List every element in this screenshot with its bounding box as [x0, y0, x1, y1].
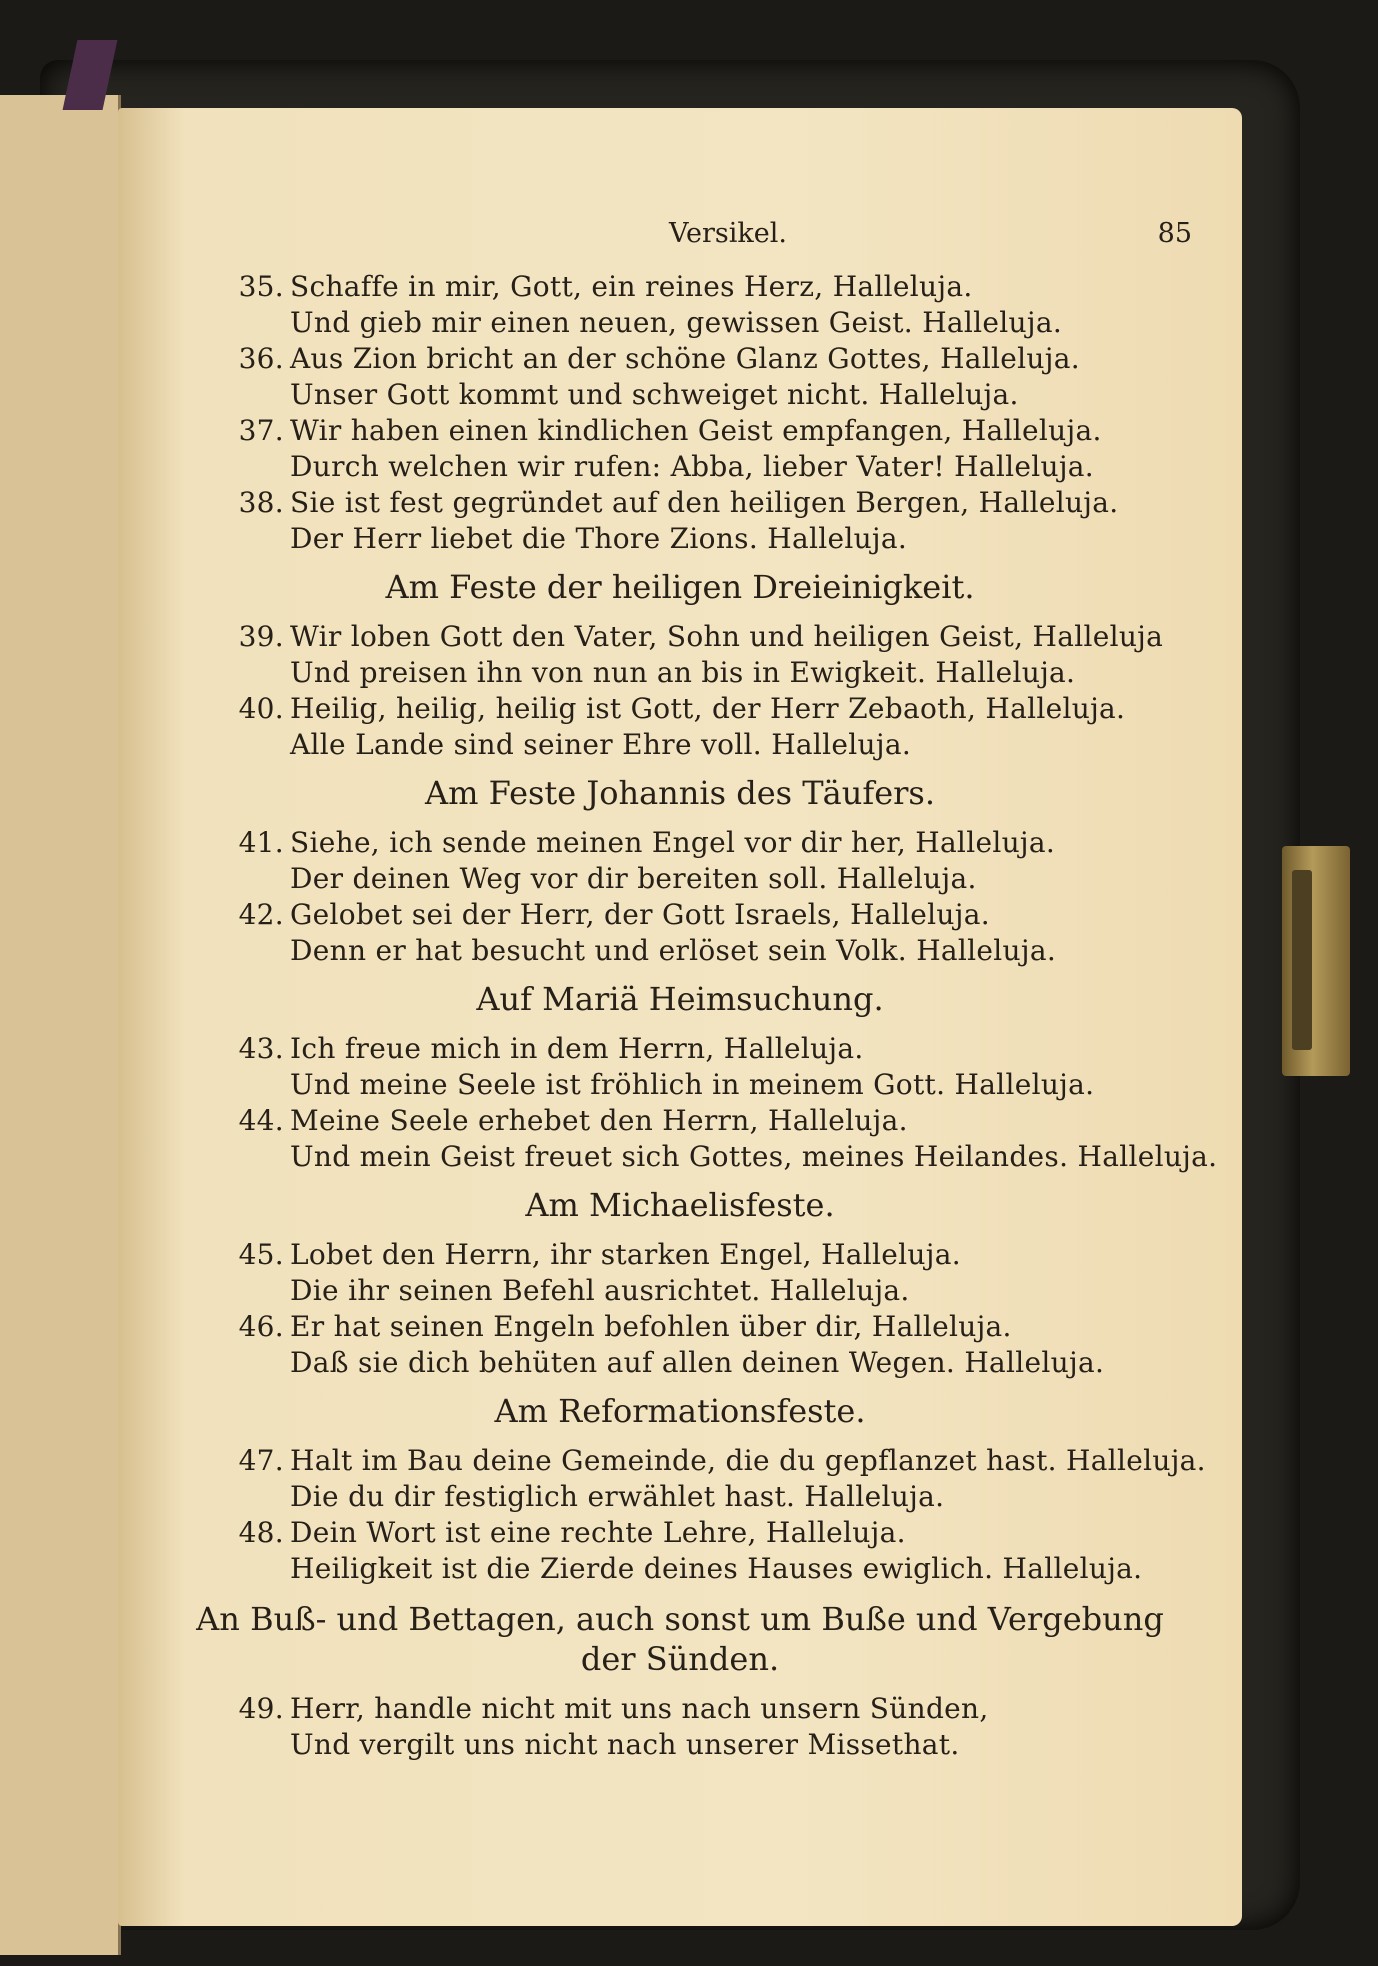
section-heading-continuation: der Sünden.	[580, 1640, 780, 1678]
verse-line	[238, 1104, 908, 1138]
section-heading: Am Michaelisfeste.	[525, 1186, 835, 1224]
verse-text: Und meine Seele ist fröhlich in meinem Gott. Halleluja.	[290, 1068, 1095, 1101]
verse-text: Heilig, heilig, heilig ist Gott, der Herr Zebaoth, Halleluja.	[290, 692, 1126, 725]
verse-line	[238, 414, 1102, 448]
verse-text: Unser Gott kommt und schweiget nicht. Halleluja.	[290, 378, 1019, 411]
verse-text: Sie ist fest gegründet auf den heiligen Bergen, Halleluja.	[290, 486, 1119, 519]
verse-number: 49.	[238, 1692, 284, 1725]
verse-line	[290, 656, 1075, 690]
verse-text: Daß sie dich behüten auf allen deinen Wegen. Halleluja.	[290, 1346, 1105, 1379]
verse-line	[290, 378, 1019, 412]
verse-line	[290, 522, 907, 556]
verse-text: Und gieb mir einen neuen, gewissen Geist. Halleluja.	[290, 306, 1063, 339]
verse-line	[238, 1032, 864, 1066]
page-number: 85	[1157, 218, 1192, 249]
verse-number: 40.	[238, 692, 284, 725]
verse-text: Durch welchen wir rufen: Abba, lieber Vater! Halleluja.	[290, 450, 1094, 483]
running-head: Versikel.	[669, 218, 787, 249]
verse-line	[238, 1238, 961, 1272]
verse-number: 38.	[238, 486, 284, 519]
verse-number: 41.	[238, 826, 284, 859]
section-heading: Auf Mariä Heimsuchung.	[476, 980, 884, 1018]
verse-number: 43.	[238, 1032, 284, 1065]
verse-text: Herr, handle nicht mit uns nach unsern Sünden,	[290, 1692, 989, 1725]
verse-number: 48.	[238, 1516, 284, 1549]
left-page-edge	[0, 95, 121, 1955]
section-heading: An Buß- und Bettagen, auch sonst um Buße und Vergebung	[196, 1600, 1164, 1638]
book-clasp-hinge	[1292, 870, 1312, 1050]
verse-number: 42.	[238, 898, 284, 931]
section-heading: Am Feste Johannis des Täufers.	[424, 774, 936, 812]
verse-line	[290, 1552, 1142, 1586]
verse-text: Wir loben Gott den Vater, Sohn und heiligen Geist, Halleluja	[290, 620, 1164, 653]
verse-line	[238, 1444, 1206, 1478]
verse-text: Und preisen ihn von nun an bis in Ewigkeit. Halleluja.	[290, 656, 1076, 689]
verse-line	[290, 862, 977, 896]
verse-text: Heiligkeit ist die Zierde deines Hauses ewiglich. Halleluja.	[290, 1552, 1143, 1585]
verse-text: Gelobet sei der Herr, der Gott Israels, Halleluja.	[290, 898, 990, 931]
verse-text: Und vergilt uns nicht nach unserer Missethat.	[290, 1728, 960, 1761]
verse-line	[238, 1516, 906, 1550]
verse-line	[238, 342, 1080, 376]
section-heading: Am Reformationsfeste.	[494, 1392, 866, 1430]
verse-line	[238, 270, 973, 304]
section-heading: Am Feste der heiligen Dreieinigkeit.	[385, 568, 975, 606]
verse-number: 44.	[238, 1104, 284, 1137]
verse-number: 45.	[238, 1238, 284, 1271]
verse-number: 46.	[238, 1310, 284, 1343]
verse-text: Ich freue mich in dem Herrn, Halleluja.	[290, 1032, 864, 1065]
verse-line	[290, 1274, 910, 1308]
verse-line	[290, 728, 911, 762]
verse-text: Siehe, ich sende meinen Engel vor dir her, Halleluja.	[290, 826, 1056, 859]
verse-number: 39.	[238, 620, 284, 653]
verse-number: 37.	[238, 414, 284, 447]
verse-line	[238, 486, 1119, 520]
verse-line	[290, 1480, 944, 1514]
verse-text: Halt im Bau deine Gemeinde, die du gepflanzet hast. Halleluja.	[290, 1444, 1206, 1477]
verse-text: Lobet den Herrn, ihr starken Engel, Halleluja.	[290, 1238, 961, 1271]
verse-line	[290, 1068, 1094, 1102]
verse-line	[290, 1346, 1104, 1380]
verse-text: Schaffe in mir, Gott, ein reines Herz, Halleluja.	[290, 270, 973, 303]
verse-text: Er hat seinen Engeln befohlen über dir, Halleluja.	[290, 1310, 1012, 1343]
verse-text: Wir haben einen kindlichen Geist empfangen, Halleluja.	[290, 414, 1102, 447]
verse-line	[290, 934, 1056, 968]
verse-text: Meine Seele erhebet den Herrn, Halleluja.	[290, 1104, 908, 1137]
page-text	[118, 108, 1242, 1926]
verse-text: Alle Lande sind seiner Ehre voll. Halleluja.	[290, 728, 912, 761]
verse-text: Der Herr liebet die Thore Zions. Halleluja.	[290, 522, 908, 555]
verse-text: Der deinen Weg vor dir bereiten soll. Halleluja.	[290, 862, 977, 895]
verse-line	[238, 898, 990, 932]
verse-line	[290, 306, 1062, 340]
verse-line	[238, 692, 1126, 726]
verse-line	[238, 826, 1056, 860]
verse-text: Denn er hat besucht und erlöset sein Volk. Halleluja.	[290, 934, 1057, 967]
verse-text: Aus Zion bricht an der schöne Glanz Gottes, Halleluja.	[290, 342, 1080, 375]
verse-line	[290, 1140, 1217, 1174]
verse-number: 47.	[238, 1444, 284, 1477]
verse-line	[290, 450, 1094, 484]
verse-number: 35.	[238, 270, 284, 303]
verse-number: 36.	[238, 342, 284, 375]
verse-text: Und mein Geist freuet sich Gottes, meines Heilandes. Halleluja.	[290, 1140, 1218, 1173]
verse-line	[238, 620, 1164, 654]
verse-line	[238, 1692, 989, 1726]
verse-line	[238, 1310, 1012, 1344]
verse-text: Die ihr seinen Befehl ausrichtet. Halleluja.	[290, 1274, 910, 1307]
verse-text: Die du dir festiglich erwählet hast. Halleluja.	[290, 1480, 945, 1513]
verse-line	[290, 1728, 960, 1762]
verse-text: Dein Wort ist eine rechte Lehre, Halleluja.	[290, 1516, 906, 1549]
